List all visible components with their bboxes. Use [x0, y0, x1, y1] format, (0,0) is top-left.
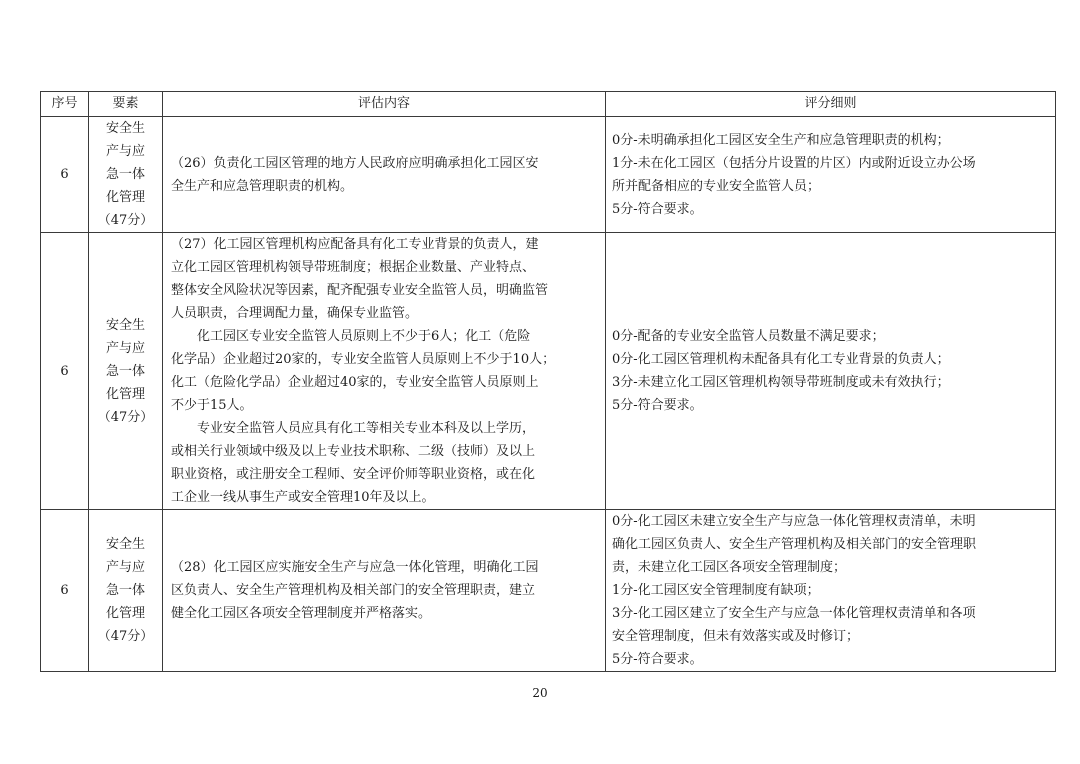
- element-line: 产与应: [105, 560, 145, 575]
- score-line: 3分-化工园区建立了安全生产与应急一体化管理权责清单和各项: [612, 606, 976, 621]
- table-row: [41, 117, 1056, 233]
- table-row: [41, 510, 1056, 672]
- element-line: （47分）: [97, 409, 154, 425]
- element-line: 安全生: [105, 121, 145, 136]
- content-line: 区负责人、安全生产管理机构及相关部门的安全管理职责，建立: [171, 583, 536, 598]
- content-line: 整体安全风险状况等因素，配齐配强专业安全监管人员，明确监管: [171, 283, 549, 298]
- content-line: 健全化工园区各项安全管理制度并严格落实。: [171, 606, 432, 621]
- element-line: 化管理: [105, 606, 145, 621]
- content-cell: [163, 233, 606, 510]
- content-line: 全生产和应急管理职责的机构。: [171, 178, 354, 194]
- score-line: 1分-化工园区安全管理制度有缺项；: [612, 583, 820, 598]
- score-line: 5分-符合要求。: [612, 201, 703, 217]
- content-line: 化学品）企业超过20家的，专业安全监管人员原则上不少于10人；: [171, 352, 556, 367]
- element-cell: [89, 117, 163, 233]
- table-header-row: [41, 92, 1056, 117]
- content-line: 化工（危险化学品）企业超过40家的，专业安全监管人员原则上: [171, 375, 539, 390]
- row-number: 6: [41, 233, 89, 510]
- evaluation-table: [40, 91, 1056, 672]
- element-line: 急一体: [105, 363, 145, 379]
- score-line: 0分-化工园区未建立安全生产与应急一体化管理权责清单，未明: [612, 514, 976, 529]
- content-cell: [163, 510, 606, 672]
- score-line: 5分-符合要求。: [612, 398, 703, 413]
- score-cell: [606, 510, 1056, 672]
- score-line: 0分-配备的专业安全监管人员数量不满足要求；: [612, 329, 885, 344]
- element-line: 安全生: [105, 317, 145, 333]
- content-line: （27）化工园区管理机构应配备具有化工专业背景的负责人，建: [171, 237, 539, 252]
- element-line: （47分）: [97, 629, 154, 644]
- element-line: 急一体: [105, 167, 145, 182]
- score-cell: [606, 233, 1056, 510]
- header-no: 序号: [41, 92, 89, 117]
- content-line: 工企业一线从事生产或安全管理10年及以上。: [171, 490, 435, 505]
- element-line: 安全生: [105, 537, 145, 552]
- score-line: 所并配备相应的专业安全监管人员；: [612, 178, 821, 194]
- element-line: 化管理: [105, 190, 145, 205]
- score-line: 确化工园区负责人、安全生产管理机构及相关部门的安全管理职: [612, 537, 977, 552]
- element-cell: [89, 510, 163, 672]
- score-line: 责，未建立化工园区各项安全管理制度；: [612, 560, 847, 575]
- content-line: （28）化工园区应实施安全生产与应急一体化管理，明确化工园: [171, 560, 539, 575]
- row-number: 6: [41, 510, 89, 672]
- content-line: 职业资格，或注册安全工程师、安全评价师等职业资格，或在化: [171, 467, 536, 482]
- element-line: 化管理: [105, 386, 145, 402]
- element-line: 产与应: [105, 144, 145, 159]
- page-number: 20: [532, 686, 548, 700]
- content-line: 或相关行业领域中级及以上专业技术职称、二级（技师）及以上: [171, 444, 536, 459]
- content-line: 化工园区专业安全监管人员原则上不少于6人；化工（危险: [197, 329, 531, 344]
- content-line: 人员职责，合理调配力量，确保专业监管。: [171, 306, 419, 321]
- score-line: 0分-未明确承担化工园区安全生产和应急管理职责的机构；: [612, 132, 950, 148]
- score-line: 1分-未在化工园区（包括分片设置的片区）内或附近设立办公场: [612, 155, 976, 171]
- content-line: （26）负责化工园区管理的地方人民政府应明确承担化工园区安: [171, 155, 539, 171]
- content-line: 立化工园区管理机构领导带班制度；根据企业数量、产业特点、: [171, 260, 536, 275]
- score-line: 5分-符合要求。: [612, 652, 703, 667]
- score-line: 3分-未建立化工园区管理机构领导带班制度或未有效执行；: [612, 375, 950, 390]
- element-line: （47分）: [97, 213, 154, 228]
- header-element: 要素: [89, 92, 163, 117]
- header-content: 评估内容: [163, 92, 606, 117]
- score-line: 安全管理制度，但未有效落实或及时修订；: [612, 629, 860, 644]
- score-line: 0分-化工园区管理机构未配备具有化工专业背景的负责人；: [612, 352, 950, 367]
- content-line: 专业安全监管人员应具有化工等相关专业本科及以上学历，: [197, 421, 536, 436]
- header-score: 评分细则: [606, 92, 1056, 117]
- element-line: 产与应: [105, 340, 145, 356]
- score-cell: [606, 117, 1056, 233]
- row-number: 6: [41, 117, 89, 233]
- content-cell: [163, 117, 606, 233]
- element-cell: [89, 233, 163, 510]
- content-line: 不少于15人。: [171, 398, 253, 413]
- element-line: 急一体: [105, 583, 145, 598]
- table-row: [41, 233, 1056, 510]
